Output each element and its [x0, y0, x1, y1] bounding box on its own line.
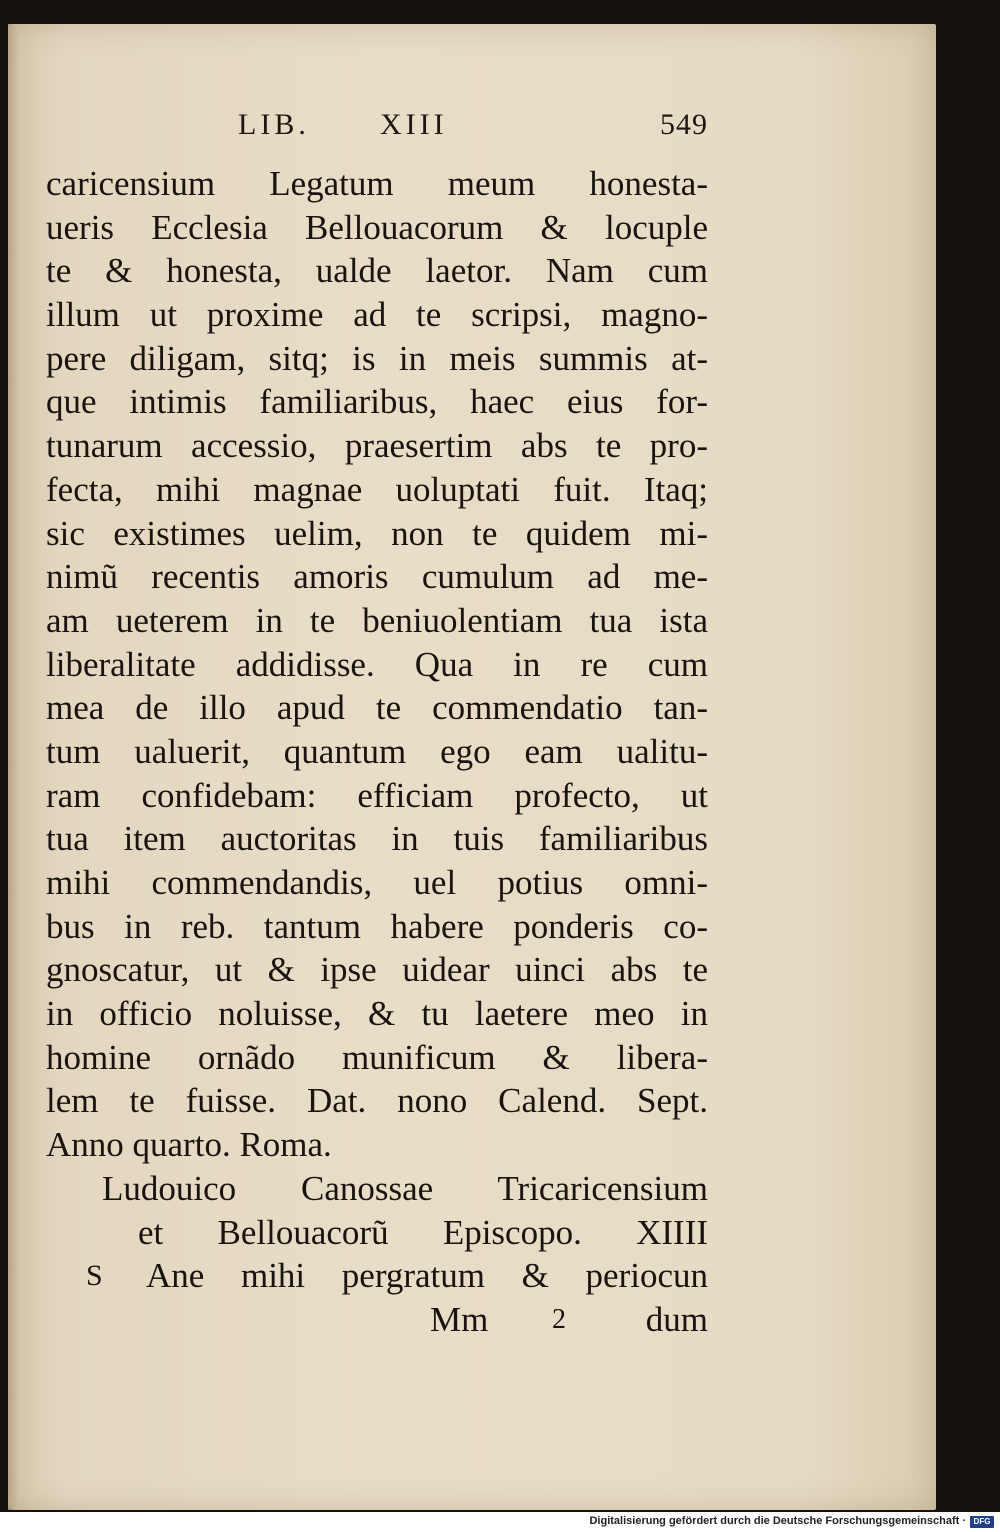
- text-line: tum ualuerit, quantum ego eam ualitu-: [46, 731, 708, 771]
- text-line: am ueterem in te beniuolentiam tua ista: [46, 600, 708, 640]
- text-line: lem te fuisse. Dat. nono Calend. Sept.: [46, 1081, 708, 1121]
- text-line: pere diligam, sitq; is in meis summis at-: [46, 338, 708, 378]
- text-line-closing: Anno quarto. Roma.: [46, 1125, 332, 1165]
- guide-letter: S: [86, 1259, 103, 1293]
- gutter-shadow: [8, 24, 18, 1510]
- text-line: fecta, mihi magnae uoluptati fuit. Itaq;: [46, 469, 708, 509]
- text-line: tunarum accessio, praesertim abs te pro-: [46, 426, 708, 466]
- catchword: dum: [645, 1299, 708, 1339]
- digitization-footer: [0, 1512, 1000, 1532]
- signature-mark: Mm: [430, 1299, 489, 1339]
- text-line: sic existimes uelim, non te quidem mi-: [46, 513, 708, 553]
- text-line: mihi commendandis, uel potius omni-: [46, 863, 708, 902]
- text-line: in officio noluisse, & tu laetere meo in: [46, 994, 708, 1034]
- text-line: bus in reb. tantum habere ponderis co-: [46, 906, 708, 946]
- opening-text: Ane mihi pergratum & periocun: [146, 1256, 708, 1296]
- text-line: caricensium Legatum meum honesta-: [46, 164, 708, 203]
- text-line: mea de illo apud te commendatio tan-: [46, 688, 708, 728]
- text-line: te & honesta, ualde laetor. Nam cum: [46, 251, 708, 291]
- funding-credit: Digitalisierung gefördert durch die Deutsche Forschungsgemeinschaft ·: [589, 1515, 966, 1527]
- text-line: nimũ recentis amoris cumulum ad me-: [46, 557, 708, 597]
- running-head: [238, 108, 708, 148]
- text-line: ueris Ecclesia Bellouacorum & locuple: [46, 207, 708, 247]
- catch-line: [46, 1298, 708, 1342]
- text-line: illum ut proxime ad te scripsi, magno-: [46, 295, 708, 335]
- letter-heading-title: [46, 1211, 708, 1255]
- text-line: gnoscatur, ut & ipse uidear uinci abs te: [46, 950, 708, 990]
- text-line: tua item auctoritas in tuis familiaribus: [46, 819, 708, 859]
- text-line: homine ornãdo munificum & libera-: [46, 1037, 708, 1077]
- letter-heading-addressee: Ludouico Canossae Tricaricensium: [102, 1168, 708, 1208]
- text-block: [46, 162, 708, 1342]
- letter-number: XIIII: [636, 1212, 709, 1252]
- book-page: [8, 24, 936, 1510]
- running-head-book-number: XIII: [380, 108, 448, 141]
- letter-heading-title-text: et Bellouacorũ Episcopo.: [138, 1212, 582, 1252]
- running-head-book: LIB.: [238, 108, 310, 141]
- text-line: liberalitate addidisse. Qua in re cum: [46, 644, 708, 684]
- dfg-logo: DFG: [970, 1516, 994, 1528]
- text-line: ram confidebam: efficiam profecto, ut: [46, 775, 708, 815]
- folio-number: 549: [660, 108, 708, 141]
- letter-opening-line: [46, 1254, 708, 1298]
- text-line: que intimis familiaribus, haec eius for-: [46, 382, 708, 422]
- signature-number: 2: [552, 1303, 566, 1335]
